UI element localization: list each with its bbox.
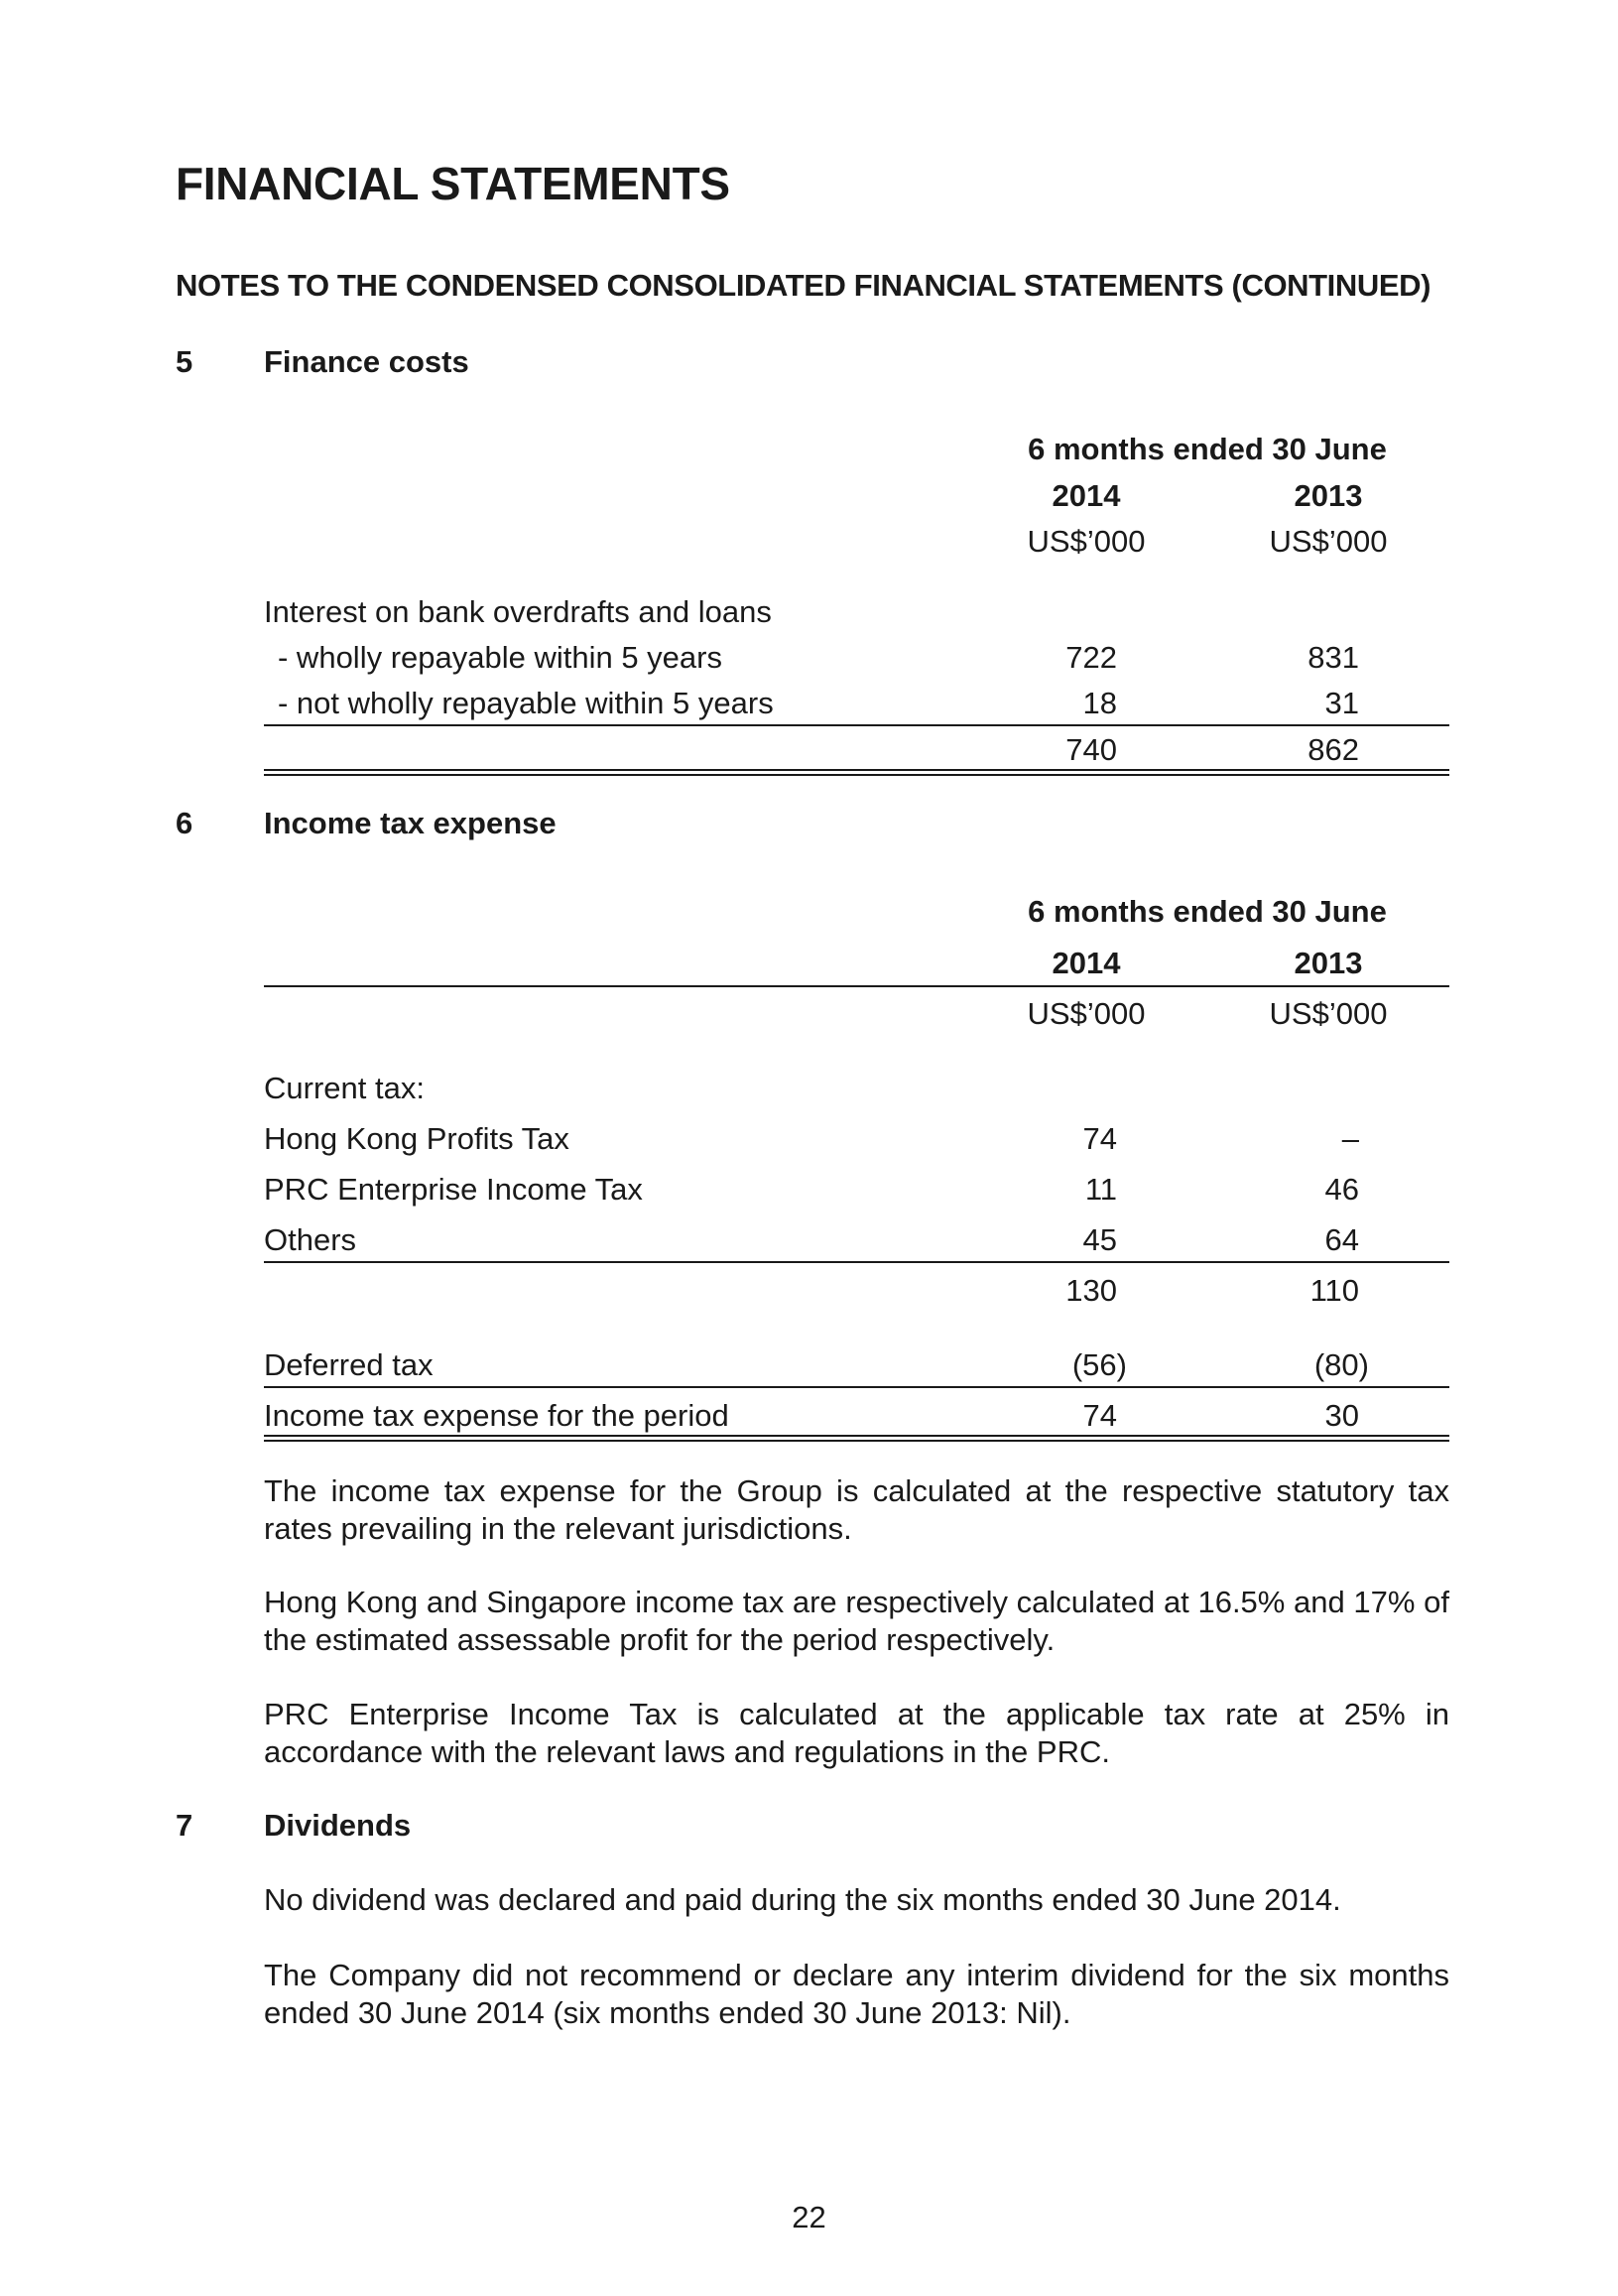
- note-6-paragraph: The income tax expense for the Group is calculated at the respective statutory tax rates prevailing in the relevant jurisdictions.: [264, 1473, 1449, 1546]
- note-6-title: Income tax expense: [264, 806, 557, 840]
- note-6-year-2013: 2013: [1294, 946, 1363, 980]
- note-6-row-value-2014: 74: [1082, 1121, 1117, 1156]
- page-title: FINANCIAL STATEMENTS: [176, 158, 730, 209]
- note-5-title: Finance costs: [264, 344, 469, 379]
- note-6-current-tax-label: Current tax:: [264, 1071, 425, 1105]
- note-6-row-value-2013: –: [1341, 1121, 1359, 1156]
- note-6-total-2013: 30: [1324, 1398, 1359, 1433]
- note-6-row-label: Hong Kong Profits Tax: [264, 1121, 569, 1156]
- note-5-period-header: 6 months ended 30 June: [1028, 432, 1387, 466]
- note-5-total-double-rule: [264, 769, 1449, 776]
- note-5-row-value-2014: 722: [1065, 640, 1117, 675]
- note-5-row-value-2013: 31: [1324, 686, 1359, 720]
- note-5-unit-2014: US$’000: [1027, 524, 1146, 559]
- note-5-subtotal-rule: [264, 724, 1449, 726]
- note-6-total-double-rule: [264, 1435, 1449, 1442]
- note-6-period-header: 6 months ended 30 June: [1028, 894, 1387, 929]
- note-5-year-2013: 2013: [1294, 478, 1363, 513]
- note-6-header-rule: [264, 985, 1449, 987]
- note-5-row-value-2013: 831: [1307, 640, 1359, 675]
- page-number: 22: [792, 2200, 826, 2234]
- note-5-row-label: - not wholly repayable within 5 years: [278, 686, 774, 720]
- note-6-row-value-2014: 45: [1082, 1222, 1117, 1257]
- note-5-unit-2013: US$’000: [1269, 524, 1388, 559]
- note-5-total-2014: 740: [1065, 732, 1117, 767]
- note-6-deferred-rule: [264, 1386, 1449, 1388]
- note-6-subtotal-2013: 110: [1309, 1273, 1359, 1308]
- note-6-row-value-2014: 11: [1084, 1172, 1117, 1207]
- note-5-total-2013: 862: [1307, 732, 1359, 767]
- note-6-total-label: Income tax expense for the period: [264, 1398, 729, 1433]
- note-6-unit-2014: US$’000: [1027, 996, 1146, 1031]
- note-5-number: 5: [176, 344, 193, 379]
- note-5-row-value-2014: 18: [1082, 686, 1117, 720]
- section-subtitle: NOTES TO THE CONDENSED CONSOLIDATED FINANCIAL STATEMENTS (CONTINUED): [176, 268, 1431, 303]
- note-7-paragraph: No dividend was declared and paid during the six months ended 30 June 2014.: [264, 1882, 1341, 1917]
- note-5-year-2014: 2014: [1052, 478, 1121, 513]
- note-6-row-label: Others: [264, 1222, 357, 1257]
- note-6-unit-2013: US$’000: [1269, 996, 1388, 1031]
- note-6-deferred-label: Deferred tax: [264, 1347, 434, 1382]
- note-6-paragraph: PRC Enterprise Income Tax is calculated at the applicable tax rate at 25% in accordance with the relevant laws and regulations in the PRC.: [264, 1697, 1449, 1769]
- note-6-subtotal-rule: [264, 1261, 1449, 1263]
- note-6-subtotal-2014: 130: [1065, 1273, 1117, 1308]
- note-6-row-label: PRC Enterprise Income Tax: [264, 1172, 643, 1207]
- note-6-year-2014: 2014: [1052, 946, 1121, 980]
- note-6-deferred-2014: (56): [1071, 1347, 1127, 1382]
- note-6-deferred-2013: (80): [1313, 1347, 1369, 1382]
- note-6-paragraph: Hong Kong and Singapore income tax are respectively calculated at 16.5% and 17% of the estimated assessable profit for the period respectively.: [264, 1585, 1449, 1657]
- note-6-row-value-2013: 46: [1324, 1172, 1359, 1207]
- note-6-total-2014: 74: [1082, 1398, 1117, 1433]
- note-5-row-label: - wholly repayable within 5 years: [278, 640, 722, 675]
- note-6-row-value-2013: 64: [1324, 1222, 1359, 1257]
- note-7-paragraph: The Company did not recommend or declare any interim dividend for the six months ended 30 June 2014 (six months ended 30 June 2013: Nil).: [264, 1958, 1449, 2030]
- note-7-title: Dividends: [264, 1808, 412, 1843]
- note-5-group-label: Interest on bank overdrafts and loans: [264, 594, 772, 629]
- note-7-number: 7: [176, 1808, 193, 1843]
- note-6-number: 6: [176, 806, 193, 840]
